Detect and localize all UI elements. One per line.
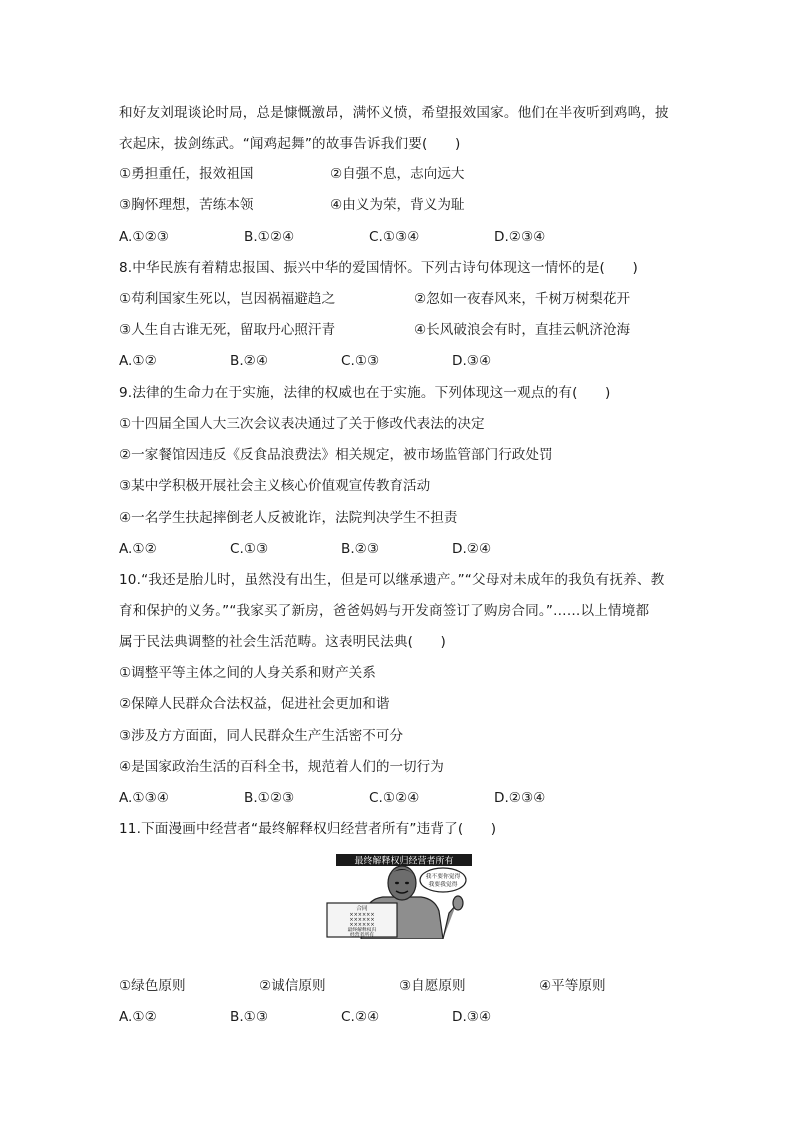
q10-option-a[interactable]: A.①③④ — [119, 790, 169, 806]
q8-statement-3: ③人生自古谁无死，留取丹心照汗青 — [119, 322, 336, 338]
q11-option-b[interactable]: B.①③ — [230, 1009, 269, 1025]
contract-marks-3: ×××××× — [349, 922, 375, 928]
contract-marks-2: ×××××× — [349, 917, 375, 923]
q11-principle-3: ③自愿原则 — [399, 978, 466, 994]
q8-option-b[interactable]: B.②④ — [230, 353, 269, 369]
man-head — [388, 866, 416, 900]
q11-option-d[interactable]: D.③④ — [452, 1009, 492, 1025]
q11-principle-4: ④平等原则 — [539, 978, 606, 994]
q11-option-c[interactable]: C.②④ — [341, 1009, 380, 1025]
q9-statement-1: ①十四届全国人大三次会议表决通过了关于修改代表法的决定 — [119, 416, 485, 432]
q9-option-b[interactable]: B.②③ — [341, 541, 380, 557]
q9-statement-3: ③某中学积极开展社会主义核心价值观宣传教育活动 — [119, 478, 431, 494]
q10-statement-2: ②保障人民群众合法权益，促进社会更加和谐 — [119, 696, 390, 712]
q7-statement-1: ①勇担重任，报效祖国 — [119, 166, 254, 182]
q8-statement-1: ①苟利国家生死以，岂因祸福避趋之 — [119, 291, 336, 307]
q10-statement-4: ④是国家政治生活的百科全书，规范着人们的一切行为 — [119, 759, 444, 775]
bubble-line-1: 我不要你觉得 — [425, 874, 461, 880]
q11-principle-1: ①绿色原则 — [119, 978, 186, 994]
q10-stem-line-2: 育和保护的义务。”“我家买了新房，爸爸妈妈与开发商签订了购房合同。”……以上情境都 — [119, 603, 650, 619]
q10-option-c[interactable]: C.①②④ — [369, 790, 420, 806]
q10-stem-line-3: 属于民法典调整的社会生活范畴。这表明民法典( ) — [119, 634, 447, 650]
contract-tail-1: 最终解释权归 — [347, 928, 377, 933]
q10-statement-3: ③涉及方方面面，同人民群众生产生活密不可分 — [119, 728, 404, 744]
q8-statement-4: ④长风破浪会有时，直挂云帆济沧海 — [414, 322, 631, 338]
man-hand — [453, 896, 463, 910]
q9-option-d[interactable]: D.②④ — [452, 541, 492, 557]
q7-option-a[interactable]: A.①②③ — [119, 229, 169, 245]
q7-statement-4: ④由义为荣，背义为耻 — [330, 197, 465, 213]
q7-stem-line-2: 衣起床，拔剑练武。“闻鸡起舞”的故事告诉我们要( ) — [119, 136, 461, 152]
q11-principle-2: ②诚信原则 — [259, 978, 326, 994]
q11-stem: 11.下面漫画中经营者“最终解释权归经营者所有”违背了( ) — [119, 821, 497, 837]
q9-statement-4: ④一名学生扶起摔倒老人反被讹诈，法院判决学生不担责 — [119, 510, 458, 526]
q9-stem: 9.法律的生命力在于实施，法律的权威也在于实施。下列体现这一观点的有( ) — [119, 385, 611, 401]
q8-option-d[interactable]: D.③④ — [452, 353, 492, 369]
speech-bubble — [420, 868, 466, 892]
q7-option-c[interactable]: C.①③④ — [369, 229, 420, 245]
q8-stem: 8.中华民族有着精忠报国、振兴中华的爱国情怀。下列古诗句体现这一情怀的是( ) — [119, 260, 638, 276]
q9-statement-2: ②一家餐馆因违反《反食品浪费法》相关规定，被市场监管部门行政处罚 — [119, 447, 553, 463]
q9-option-c[interactable]: C.①③ — [230, 541, 269, 557]
q8-statement-2: ②忽如一夜春风来，千树万树梨花开 — [414, 291, 631, 307]
cartoon-title: 最终解释权归经营者所有 — [354, 856, 454, 867]
contract-marks-1: ×××××× — [349, 912, 375, 918]
contract-heading: 合同 — [356, 906, 368, 912]
q7-statement-2: ②自强不息，志向远大 — [330, 166, 465, 182]
q10-option-b[interactable]: B.①②③ — [244, 790, 295, 806]
contract-tail-2: 经营者所有 — [350, 933, 374, 938]
q8-option-a[interactable]: A.①② — [119, 353, 157, 369]
q7-option-b[interactable]: B.①②④ — [244, 229, 295, 245]
q7-stem-line-1: 和好友刘琨谈论时局，总是慷慨激昂，满怀义愤，希望报效国家。他们在半夜听到鸡鸣，披 — [119, 105, 669, 121]
q11-option-a[interactable]: A.①② — [119, 1009, 157, 1025]
q7-option-d[interactable]: D.②③④ — [494, 229, 546, 245]
q7-statement-3: ③胸怀理想，苦练本领 — [119, 197, 254, 213]
cartoon-image — [323, 853, 475, 939]
q10-stem-line-1: 10.“我还是胎儿时，虽然没有出生，但是可以继承遗产。”“父母对未成年的我负有抚养、教 — [119, 572, 665, 588]
q10-option-d[interactable]: D.②③④ — [494, 790, 546, 806]
q9-option-a[interactable]: A.①② — [119, 541, 157, 557]
q10-statement-1: ①调整平等主体之间的人身关系和财产关系 — [119, 665, 376, 681]
q8-option-c[interactable]: C.①③ — [341, 353, 380, 369]
bubble-line-2: 我要我觉得 — [428, 882, 458, 888]
